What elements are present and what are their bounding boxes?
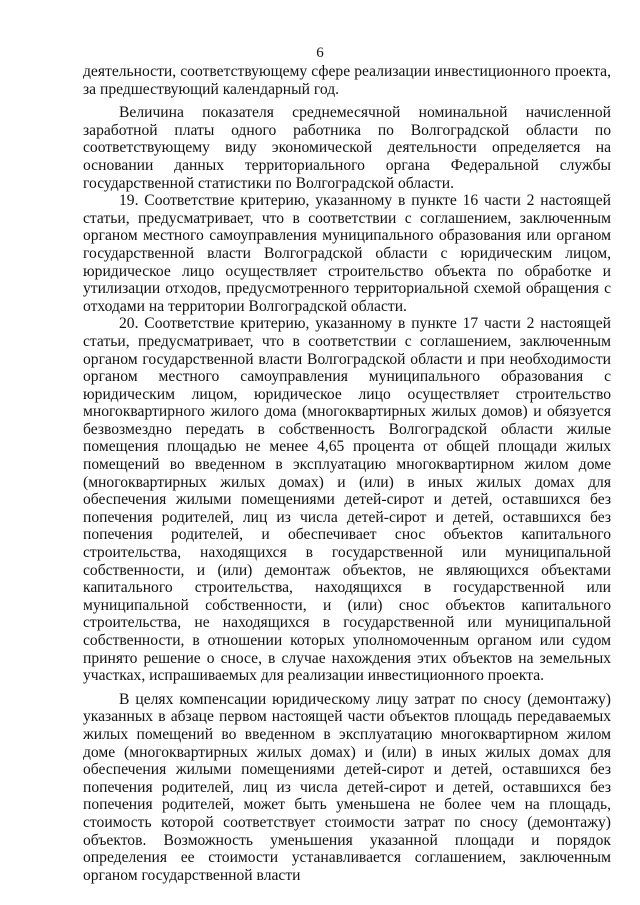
paragraph-criterion-19: 19. Соответствие критерию, указанному в пункте 16 части 2 настоящей статьи, предусматривает, что в соответствии с соглашением, заключенным органом местного самоуправления муниципального образования или органом государственной власти Волгоградской области с юридическим лицом, юридическое лицо осуществляет строительство объекта по обработке и утилизации отходов, предусмотренного территориальной схемой обращения с отходами на территории Волгоградской области. xyxy=(83,192,611,315)
page-number: 6 xyxy=(316,45,324,61)
paragraph-compensation: В целях компенсации юридическому лицу затрат по сносу (демонтажу) указанных в абзаце первом настоящей части объектов площадь передаваемых жилых помещений во введенном в эксплуатацию многоквартирном жилом доме (многоквартирных жилых домах) и (или) в иных жилых домах для обеспечения жилыми помещениями детей-сирот и детей, оставшихся без попечения родителей, лиц из числа детей-сирот и детей, оставшихся без попечения родителей, может быть уменьшена не более чем на площадь, стоимость которой соответствует стоимости затрат по сносу (демонтажу) объектов. Возможность уменьшения указанной площади и порядок определения ее стоимости устанавливается соглашением, заключенным органом государственной власти xyxy=(83,690,611,884)
document-body xyxy=(83,63,611,884)
paragraph-salary-indicator: Величина показателя среднемесячной номинальной начисленной заработной платы одного работника по Волгоградской области по соответствующему виду экономической деятельности определяется на основании данных территориального органа Федеральной службы государственной статистики по Волгоградской области. xyxy=(83,104,611,192)
paragraph-criterion-20: 20. Соответствие критерию, указанному в пункте 17 части 2 настоящей статьи, предусматривает, что в соответствии с соглашением, заключенным органом государственной власти Волгоградской области и при необходимости органом местного самоуправления муниципального образования с юридическим лицом, юридическое лицо осуществляет строительство многоквартирного жилого дома (многоквартирных жилых домов) и обязуется безвозмездно передать в собственность Волгоградской области жилые помещения площадью не менее 4,65 процента от общей площади жилых помещений во введенном в эксплуатацию многоквартирном жилом доме (многоквартирных жилых домах) и (или) в иных жилых домах для обеспечения жилыми помещениями детей-сирот и детей, оставшихся без попечения родителей, лиц из числа детей-сирот и детей, оставшихся без попечения родителей, и обеспечивает снос объектов капитального строительства, находящихся в государственной или муниципальной собственности, и (или) демонтаж объектов, не являющихся объектами капитального строительства, находящихся в государственной или муниципальной собственности, и (или) снос объектов капитального строительства, не находящихся в государственной или муниципальной собственности, в отношении которых уполномоченным органом или судом принято решение о сносе, в случае нахождения этих объектов на земельных участках, испрашиваемых для реализации инвестиционного проекта. xyxy=(83,315,611,685)
paragraph-continuation: деятельности, соответствующему сфере реализации инвестиционного проекта, за предшествующий календарный год. xyxy=(83,63,611,98)
